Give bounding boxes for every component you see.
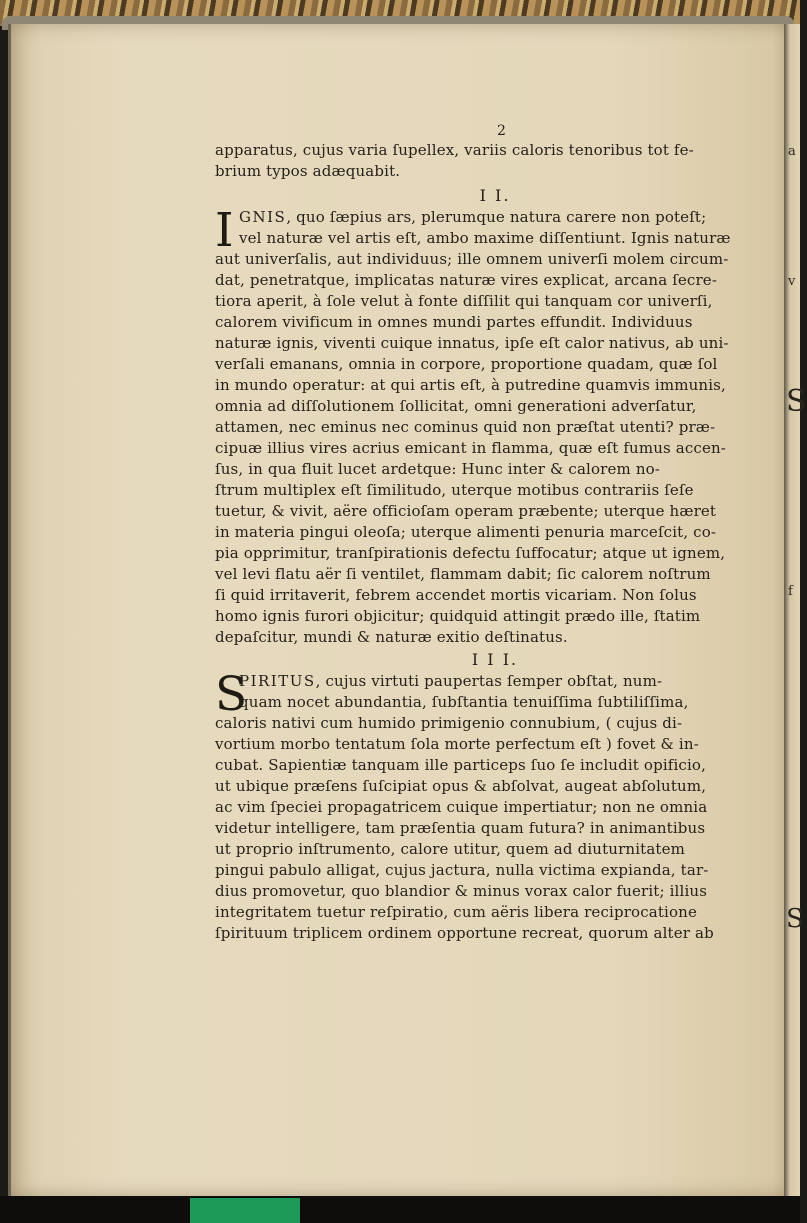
text-line: tuetur, & vivit, aëre officioſam operam præbente; uterque hæret — [215, 502, 717, 520]
section-first-word: GNIS — [239, 208, 287, 226]
text-line: ſtrum multiplex eſt ſimilitudo, uterque motibus contrariis ſeſe — [215, 481, 694, 499]
text-line: quam nocet abundantia, ſubſtantia tenuiſſima ſubtiliſſima, — [239, 693, 689, 711]
text-line: pia opprimitur, tranſpirationis defectu ſuffocatur; atque ut ignem, — [215, 544, 726, 562]
text-line: cipuæ illius vires acrius emicant in flamma, quæ eſt fumus accen- — [215, 439, 727, 457]
text-line: integritatem tuetur reſpiratio, cum aëris libera reciprocatione — [215, 903, 697, 921]
text-line: ut ubique præſens ſuſcipiat opus & abſolvat, augeat abſolutum, — [215, 777, 707, 795]
text-line: tiora aperit, à ſole velut à fonte diſſilit qui tanquam cor univerſi, — [215, 292, 713, 310]
text-line: ſus, in qua fluit lucet ardetque: Hunc inter & calorem no- — [215, 460, 661, 478]
facing-page-glyph: S — [786, 384, 807, 419]
facing-page-edge — [784, 24, 807, 1196]
text-line: apparatus, cujus varia ſupellex, variis caloris tenoribus tot fe- — [215, 141, 694, 159]
text-line: attamen, nec eminus nec cominus quid non præſtat utenti? præ- — [215, 418, 716, 436]
drop-cap: I — [215, 203, 234, 258]
text-line: vortium morbo tentatum ſola morte perfectum eſt ) fovet & in- — [215, 735, 699, 753]
text-line: videtur intelligere, tam præſentia quam futura? in animantibus — [215, 819, 706, 837]
facing-page-glyph: S — [786, 904, 804, 934]
text-line: naturæ ignis, viventi cuique innatus, ipſe eſt calor nativus, ab uni- — [215, 334, 729, 352]
text-line: in materia pingui oleoſa; uterque alimenti penuria marceſcit, co- — [215, 523, 717, 541]
text-line: brium typos adæquabit. — [215, 162, 401, 180]
text-line: homo ignis furori objicitur; quidquid attingit prædo ille, ſtatim — [215, 607, 701, 625]
text-line: caloris nativi cum humido primigenio connubium, ( cujus di- — [215, 714, 683, 732]
text-line: verſali emanans, omnia in corpore, proportione quadam, quæ ſol — [215, 355, 718, 373]
text-line: dius promovetur, quo blandior & minus vorax calor fuerit; illius — [215, 882, 708, 900]
text-line: ut proprio inſtrumento, calore utitur, quem ad diuturnitatem — [215, 840, 685, 858]
bookmark-tab — [190, 1198, 300, 1223]
text-line: ſi quid irritaverit, febrem accendet mortis vicariam. Non ſolus — [215, 586, 697, 604]
facing-page-glyph: a — [788, 144, 796, 159]
text-line: depaſcitur, mundi & naturæ exitio deſtinatus. — [215, 628, 568, 646]
drop-cap: S — [215, 667, 248, 722]
page-text — [215, 140, 775, 944]
facing-page-glyph: v — [788, 274, 796, 289]
text-line: calorem vivificum in omnes mundi partes effundit. Individuus — [215, 313, 693, 331]
text-line: vel naturæ vel artis eſt, ambo maxime diſſentiunt. Ignis naturæ — [239, 229, 731, 247]
facing-page-glyph: f — [788, 584, 793, 599]
text-run: , quo ſæpius ars, plerumque natura carere non poteſt; — [286, 208, 707, 226]
text-line: pingui pabulo alligat, cujus jactura, nulla victima expianda, tar- — [215, 861, 709, 879]
page-number: 2 — [497, 123, 506, 139]
text-line: in mundo operatur: at qui artis eſt, à putredine quamvis immunis, — [215, 376, 726, 394]
text-line: ſpirituum triplicem ordinem opportune recreat, quorum alter ab — [215, 924, 714, 942]
text-line: vel levi flatu aër ſi ventilet, flammam dabit; ſic calorem noſtrum — [215, 565, 711, 583]
text-line: aut univerſalis, aut individuus; ille omnem univerſi molem circum- — [215, 250, 729, 268]
section-numeral: I I. — [479, 186, 511, 205]
section-numeral: I I I. — [471, 650, 519, 669]
text-line: omnia ad diſſolutionem ſollicitat, omni generationi adverſatur, — [215, 397, 697, 415]
text-line: cubat. Sapientiæ tanquam ille particeps ſuo ſe includit opificio, — [215, 756, 707, 774]
section-first-word: PIRITUS — [239, 672, 316, 690]
text-line: dat, penetratque, implicatas naturæ vires explicat, arcana ſecre- — [215, 271, 718, 289]
text-run: , cujus virtuti paupertas ſemper obſtat, num- — [315, 672, 663, 690]
text-line: ac vim ſpeciei propagatricem cuique impertiatur; non ne omnia — [215, 798, 708, 816]
scan-bottom-band — [0, 1196, 800, 1223]
